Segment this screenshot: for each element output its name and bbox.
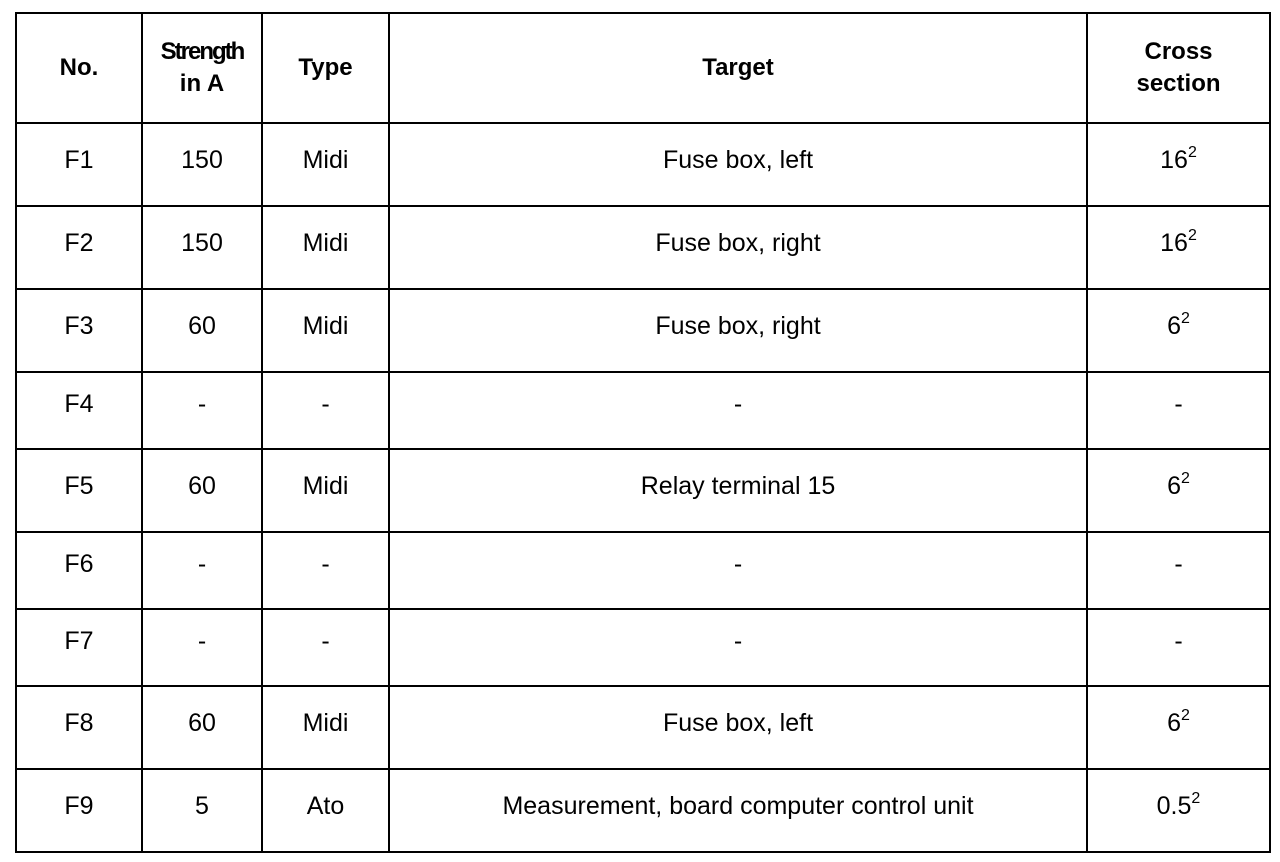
cell-strength bbox=[142, 686, 262, 769]
cell-target-text: - bbox=[733, 550, 743, 578]
cross-section-exponent: 2 bbox=[1181, 469, 1190, 487]
header-target-label: Target bbox=[702, 54, 774, 81]
cell-strength-text: 60 bbox=[188, 709, 216, 737]
cell-target bbox=[389, 449, 1087, 532]
cross-section-base: 6 bbox=[1167, 472, 1181, 500]
cell-type bbox=[262, 289, 389, 372]
cell-type bbox=[262, 769, 389, 852]
cell-strength-text: 150 bbox=[181, 146, 223, 174]
header-cross-line1: Cross bbox=[1144, 38, 1213, 65]
cell-type-text: - bbox=[321, 627, 330, 655]
cell-cross-section bbox=[1087, 289, 1270, 372]
cell-target bbox=[389, 686, 1087, 769]
cell-cross-section bbox=[1087, 449, 1270, 532]
cell-no-text: F8 bbox=[64, 709, 94, 737]
cell-cross-section bbox=[1087, 206, 1270, 289]
cell-strength bbox=[142, 372, 262, 449]
cell-no bbox=[16, 532, 142, 609]
table-row bbox=[16, 769, 1270, 852]
cell-cross-section bbox=[1087, 532, 1270, 609]
header-type bbox=[262, 13, 389, 123]
header-cross-line2: section bbox=[1136, 70, 1221, 97]
cell-strength-text: - bbox=[197, 390, 207, 418]
cell-strength bbox=[142, 609, 262, 686]
cell-no bbox=[16, 206, 142, 289]
cross-section-value bbox=[1088, 207, 1269, 258]
cell-no-text: F1 bbox=[64, 146, 94, 174]
table-row bbox=[16, 686, 1270, 769]
cross-section-base: 16 bbox=[1160, 146, 1188, 174]
header-strength-line2: in A bbox=[179, 70, 225, 97]
cell-type-text: Ato bbox=[306, 792, 345, 820]
header-strength bbox=[142, 13, 262, 123]
cross-section-value bbox=[1088, 687, 1269, 738]
cell-type bbox=[262, 206, 389, 289]
cell-target-text: Relay terminal 15 bbox=[640, 472, 836, 500]
header-type-label: Type bbox=[298, 54, 353, 81]
cell-strength-text: 60 bbox=[188, 472, 216, 500]
cross-section-exponent: 2 bbox=[1187, 143, 1197, 161]
cell-type-text: - bbox=[321, 390, 330, 418]
cell-type bbox=[262, 532, 389, 609]
cell-target bbox=[389, 123, 1087, 206]
cell-target bbox=[389, 289, 1087, 372]
cell-cross-section bbox=[1087, 372, 1270, 449]
cell-no bbox=[16, 686, 142, 769]
cross-section-exponent: 2 bbox=[1187, 226, 1197, 244]
cell-strength bbox=[142, 769, 262, 852]
cell-target bbox=[389, 769, 1087, 852]
cell-no-text: F7 bbox=[64, 627, 94, 655]
fuse-table bbox=[15, 12, 1271, 853]
cross-section-value bbox=[1088, 533, 1269, 579]
table-body bbox=[16, 123, 1270, 852]
cell-cross-section bbox=[1087, 769, 1270, 852]
cell-target bbox=[389, 372, 1087, 449]
cross-section-base: - bbox=[1174, 627, 1183, 655]
cell-no bbox=[16, 289, 142, 372]
cell-type bbox=[262, 372, 389, 449]
cell-no-text: F9 bbox=[64, 792, 94, 820]
cell-strength bbox=[142, 449, 262, 532]
cell-type-text: Midi bbox=[302, 312, 349, 340]
cell-type-text: Midi bbox=[302, 709, 349, 737]
header-strength-line1: Strength bbox=[160, 38, 244, 65]
header-row bbox=[16, 13, 1270, 123]
cross-section-base: - bbox=[1174, 550, 1183, 578]
cell-strength-text: 5 bbox=[195, 792, 209, 820]
header-no-label: No. bbox=[59, 54, 99, 81]
cell-target-text: Fuse box, left bbox=[662, 709, 814, 737]
cell-target bbox=[389, 206, 1087, 289]
cell-strength bbox=[142, 532, 262, 609]
header-cross-section bbox=[1087, 13, 1270, 123]
cross-section-base: 0.5 bbox=[1156, 792, 1192, 820]
cell-strength-text: - bbox=[197, 627, 207, 655]
cell-type bbox=[262, 609, 389, 686]
cross-section-base: - bbox=[1174, 390, 1183, 418]
cell-target-text: Measurement, board computer control unit bbox=[502, 792, 974, 820]
cell-no-text: F5 bbox=[64, 472, 94, 500]
cell-no-text: F3 bbox=[64, 312, 94, 340]
cell-strength bbox=[142, 289, 262, 372]
cell-type bbox=[262, 123, 389, 206]
cross-section-exponent: 2 bbox=[1181, 309, 1190, 327]
cell-target-text: Fuse box, right bbox=[655, 312, 821, 340]
table-header bbox=[16, 13, 1270, 123]
cell-strength-text: - bbox=[197, 550, 207, 578]
cell-target-text: - bbox=[733, 390, 743, 418]
header-target bbox=[389, 13, 1087, 123]
cell-type-text: Midi bbox=[302, 146, 349, 174]
cell-target bbox=[389, 609, 1087, 686]
cell-target-text: Fuse box, left bbox=[662, 146, 814, 174]
cell-type bbox=[262, 449, 389, 532]
cross-section-value bbox=[1088, 450, 1269, 501]
cell-no-text: F6 bbox=[64, 550, 94, 578]
cell-strength-text: 60 bbox=[188, 312, 216, 340]
cell-target-text: - bbox=[733, 627, 743, 655]
cell-no-text: F4 bbox=[64, 390, 94, 418]
cell-strength bbox=[142, 206, 262, 289]
cross-section-base: 6 bbox=[1167, 312, 1181, 340]
cell-no bbox=[16, 609, 142, 686]
cell-no bbox=[16, 769, 142, 852]
table-row bbox=[16, 123, 1270, 206]
table-row bbox=[16, 372, 1270, 449]
cell-no bbox=[16, 372, 142, 449]
cross-section-exponent: 2 bbox=[1191, 789, 1201, 807]
cross-section-base: 16 bbox=[1160, 229, 1188, 257]
cell-no-text: F2 bbox=[64, 229, 94, 257]
table-row bbox=[16, 206, 1270, 289]
cross-section-value bbox=[1088, 124, 1269, 175]
cell-type bbox=[262, 686, 389, 769]
table-row bbox=[16, 532, 1270, 609]
table-row bbox=[16, 289, 1270, 372]
cell-type-text: - bbox=[321, 550, 330, 578]
cross-section-exponent: 2 bbox=[1181, 706, 1190, 724]
cross-section-value bbox=[1088, 770, 1269, 821]
cell-target bbox=[389, 532, 1087, 609]
cross-section-value bbox=[1088, 610, 1269, 656]
cell-type-text: Midi bbox=[302, 472, 349, 500]
cell-type-text: Midi bbox=[302, 229, 349, 257]
table-row bbox=[16, 449, 1270, 532]
cell-cross-section bbox=[1087, 123, 1270, 206]
cross-section-value bbox=[1088, 373, 1269, 419]
header-no bbox=[16, 13, 142, 123]
table-row bbox=[16, 609, 1270, 686]
cell-no bbox=[16, 449, 142, 532]
cross-section-base: 6 bbox=[1167, 709, 1181, 737]
cell-target-text: Fuse box, right bbox=[655, 229, 821, 257]
cell-cross-section bbox=[1087, 609, 1270, 686]
cross-section-value bbox=[1088, 290, 1269, 341]
cell-strength bbox=[142, 123, 262, 206]
cell-no bbox=[16, 123, 142, 206]
cell-cross-section bbox=[1087, 686, 1270, 769]
cell-strength-text: 150 bbox=[181, 229, 223, 257]
